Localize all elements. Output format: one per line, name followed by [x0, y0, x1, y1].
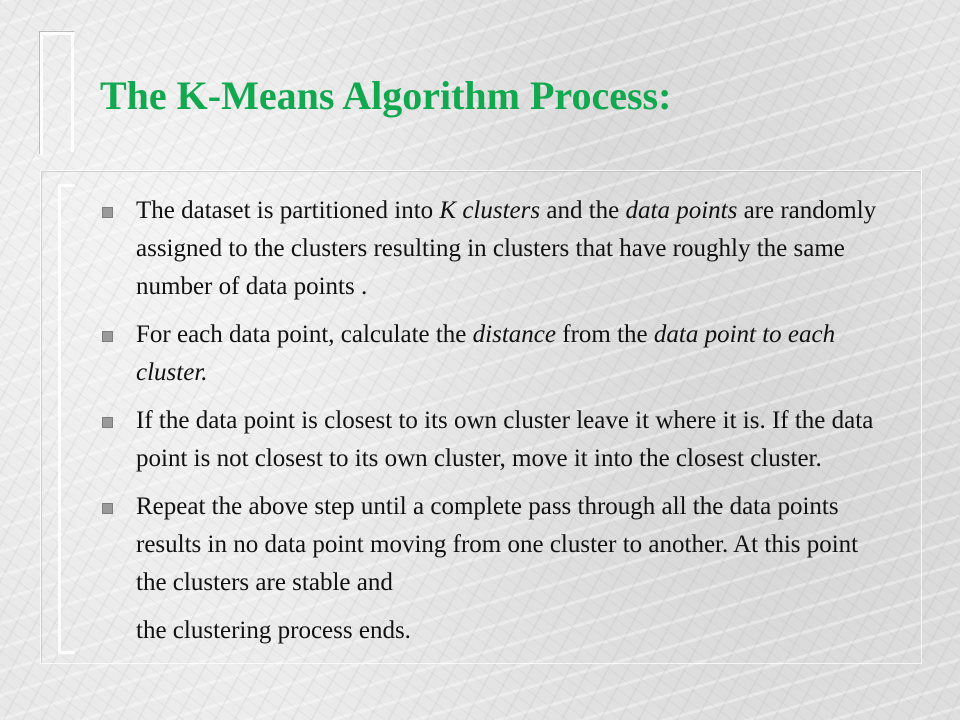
- bullet-3-segment-1: If the data point is closest to its own cluster leave it where it is. If the data point is not closest to its own cluster, move it into the closest cluster.: [136, 407, 874, 472]
- bullet-text: [136, 407, 873, 472]
- bullet-2-segment-2: distance: [472, 321, 556, 348]
- slide-title: The K-Means Algorithm Process:: [100, 73, 672, 118]
- square-bullet-icon: [102, 503, 113, 514]
- square-bullet-icon: [102, 417, 113, 428]
- bullet-text: [136, 197, 876, 300]
- square-bullet-icon: [102, 331, 113, 342]
- bullet-list: [100, 192, 880, 660]
- bullet-item-3: [100, 402, 880, 478]
- bullet-item-2: [100, 316, 880, 392]
- bullet-4-segment-1: Repeat the above step until a complete pass through all the data points results in no data point moving from one cluster to another. At this point the clusters are stable and: [136, 493, 859, 596]
- bullet-1-segment-2: K clusters: [439, 197, 541, 224]
- bullet-text: [136, 493, 880, 650]
- bullet-2-segment-1: For each data point, calculate the: [136, 321, 473, 348]
- title-frame-decoration: [40, 32, 75, 155]
- bullet-1-segment-4: data points: [625, 197, 738, 224]
- bullet-1-segment-5: are randomly assigned to the clusters resulting in clusters that have roughly the same number of data points .: [136, 197, 877, 300]
- bullet-1-segment-1: The dataset is partitioned into: [136, 197, 440, 224]
- bullet-1-segment-3: and the: [540, 197, 626, 224]
- content-bracket-decoration: [58, 184, 75, 654]
- bullet-item-1: [100, 192, 880, 306]
- bullet-2-segment-4: data point to each cluster.: [136, 321, 836, 386]
- bullet-2-segment-3: from the: [556, 321, 654, 348]
- square-bullet-icon: [102, 207, 113, 218]
- bullet-item-4: [100, 488, 880, 650]
- bullet-text: [136, 321, 835, 386]
- bullet-4-last-line: the clustering process ends.: [136, 617, 411, 644]
